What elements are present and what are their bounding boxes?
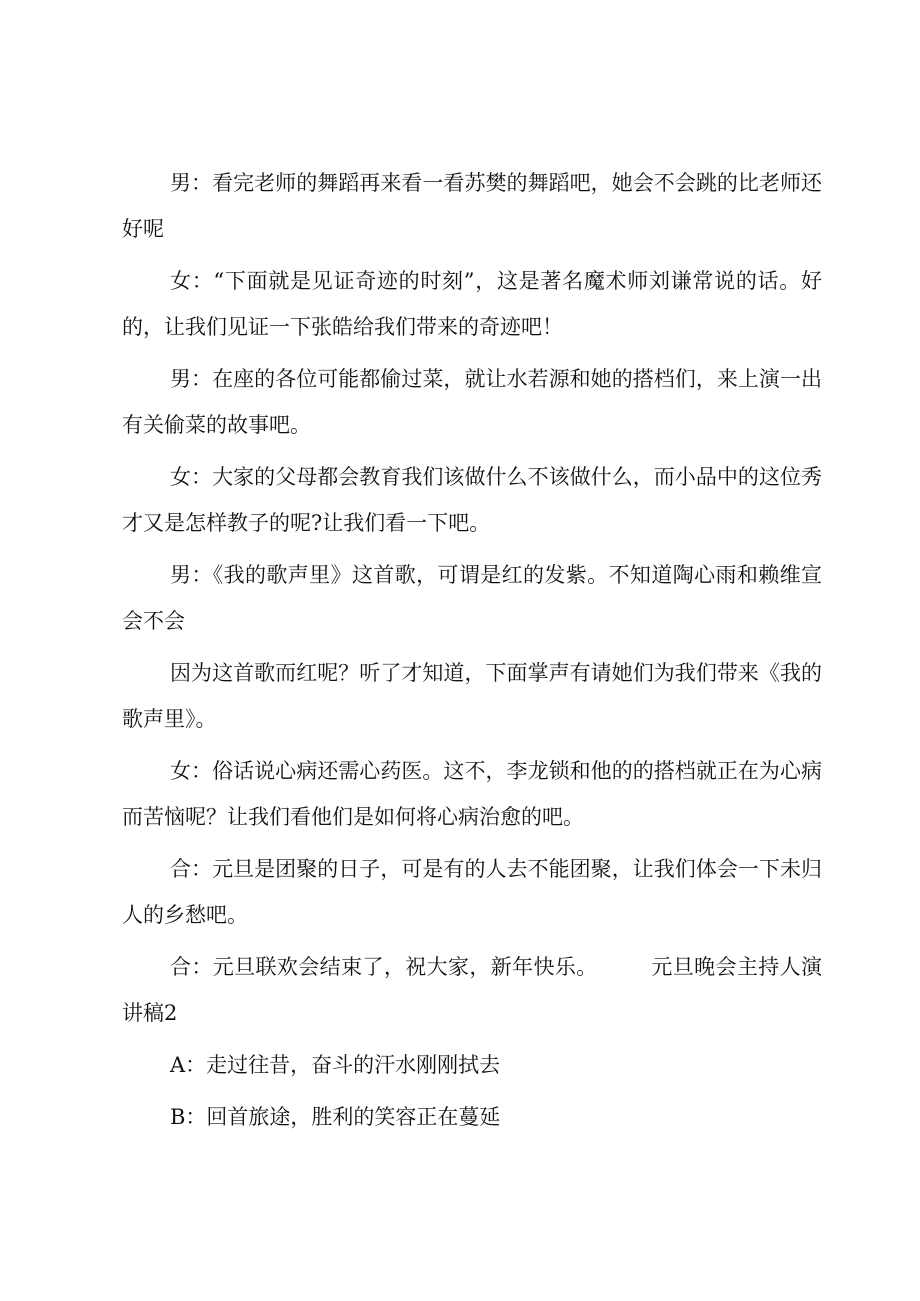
paragraph: 女：大家的父母都会教育我们该做什么不该做什么，而小品中的这位秀才又是怎样教子的呢?让我们看一下吧。 — [122, 465, 822, 535]
paragraph: 男：看完老师的舞蹈再来看一看苏樊的舞蹈吧，她会不会跳的比老师还好呢 — [122, 171, 822, 241]
paragraph: 男：在座的各位可能都偷过菜，就让水若源和她的搭档们，来上演一出有关偷菜的故事吧。 — [122, 367, 822, 437]
paragraph: A：走过往昔，奋斗的汗水刚刚拭去 — [170, 1053, 501, 1077]
paragraph: 合：元旦是团聚的日子，可是有的人去不能团聚，让我们体会一下未归人的乡愁吧。 — [122, 857, 822, 927]
paragraph: 合：元旦联欢会结束了，祝大家，新年快乐。 元旦晚会主持人演讲稿2 — [122, 955, 822, 1025]
document-body — [122, 160, 822, 1146]
paragraph: 因为这首歌而红呢？听了才知道，下面掌声有请她们为我们带来《我的歌声里》。 — [122, 661, 822, 731]
paragraph: B：回首旅途，胜利的笑容正在蔓延 — [170, 1105, 501, 1129]
paragraph: 男：《我的歌声里》这首歌，可谓是红的发紫。不知道陶心雨和赖维宣会不会 — [122, 563, 822, 633]
paragraph: 女：“下面就是见证奇迹的时刻”，这是著名魔术师刘谦常说的话。好的，让我们见证一下张皓给我们带来的奇迹吧！ — [122, 269, 822, 339]
paragraph: 女：俗话说心病还需心药医。这不，李龙锁和他的的搭档就正在为心病而苦恼呢？让我们看他们是如何将心病治愈的吧。 — [122, 759, 822, 829]
